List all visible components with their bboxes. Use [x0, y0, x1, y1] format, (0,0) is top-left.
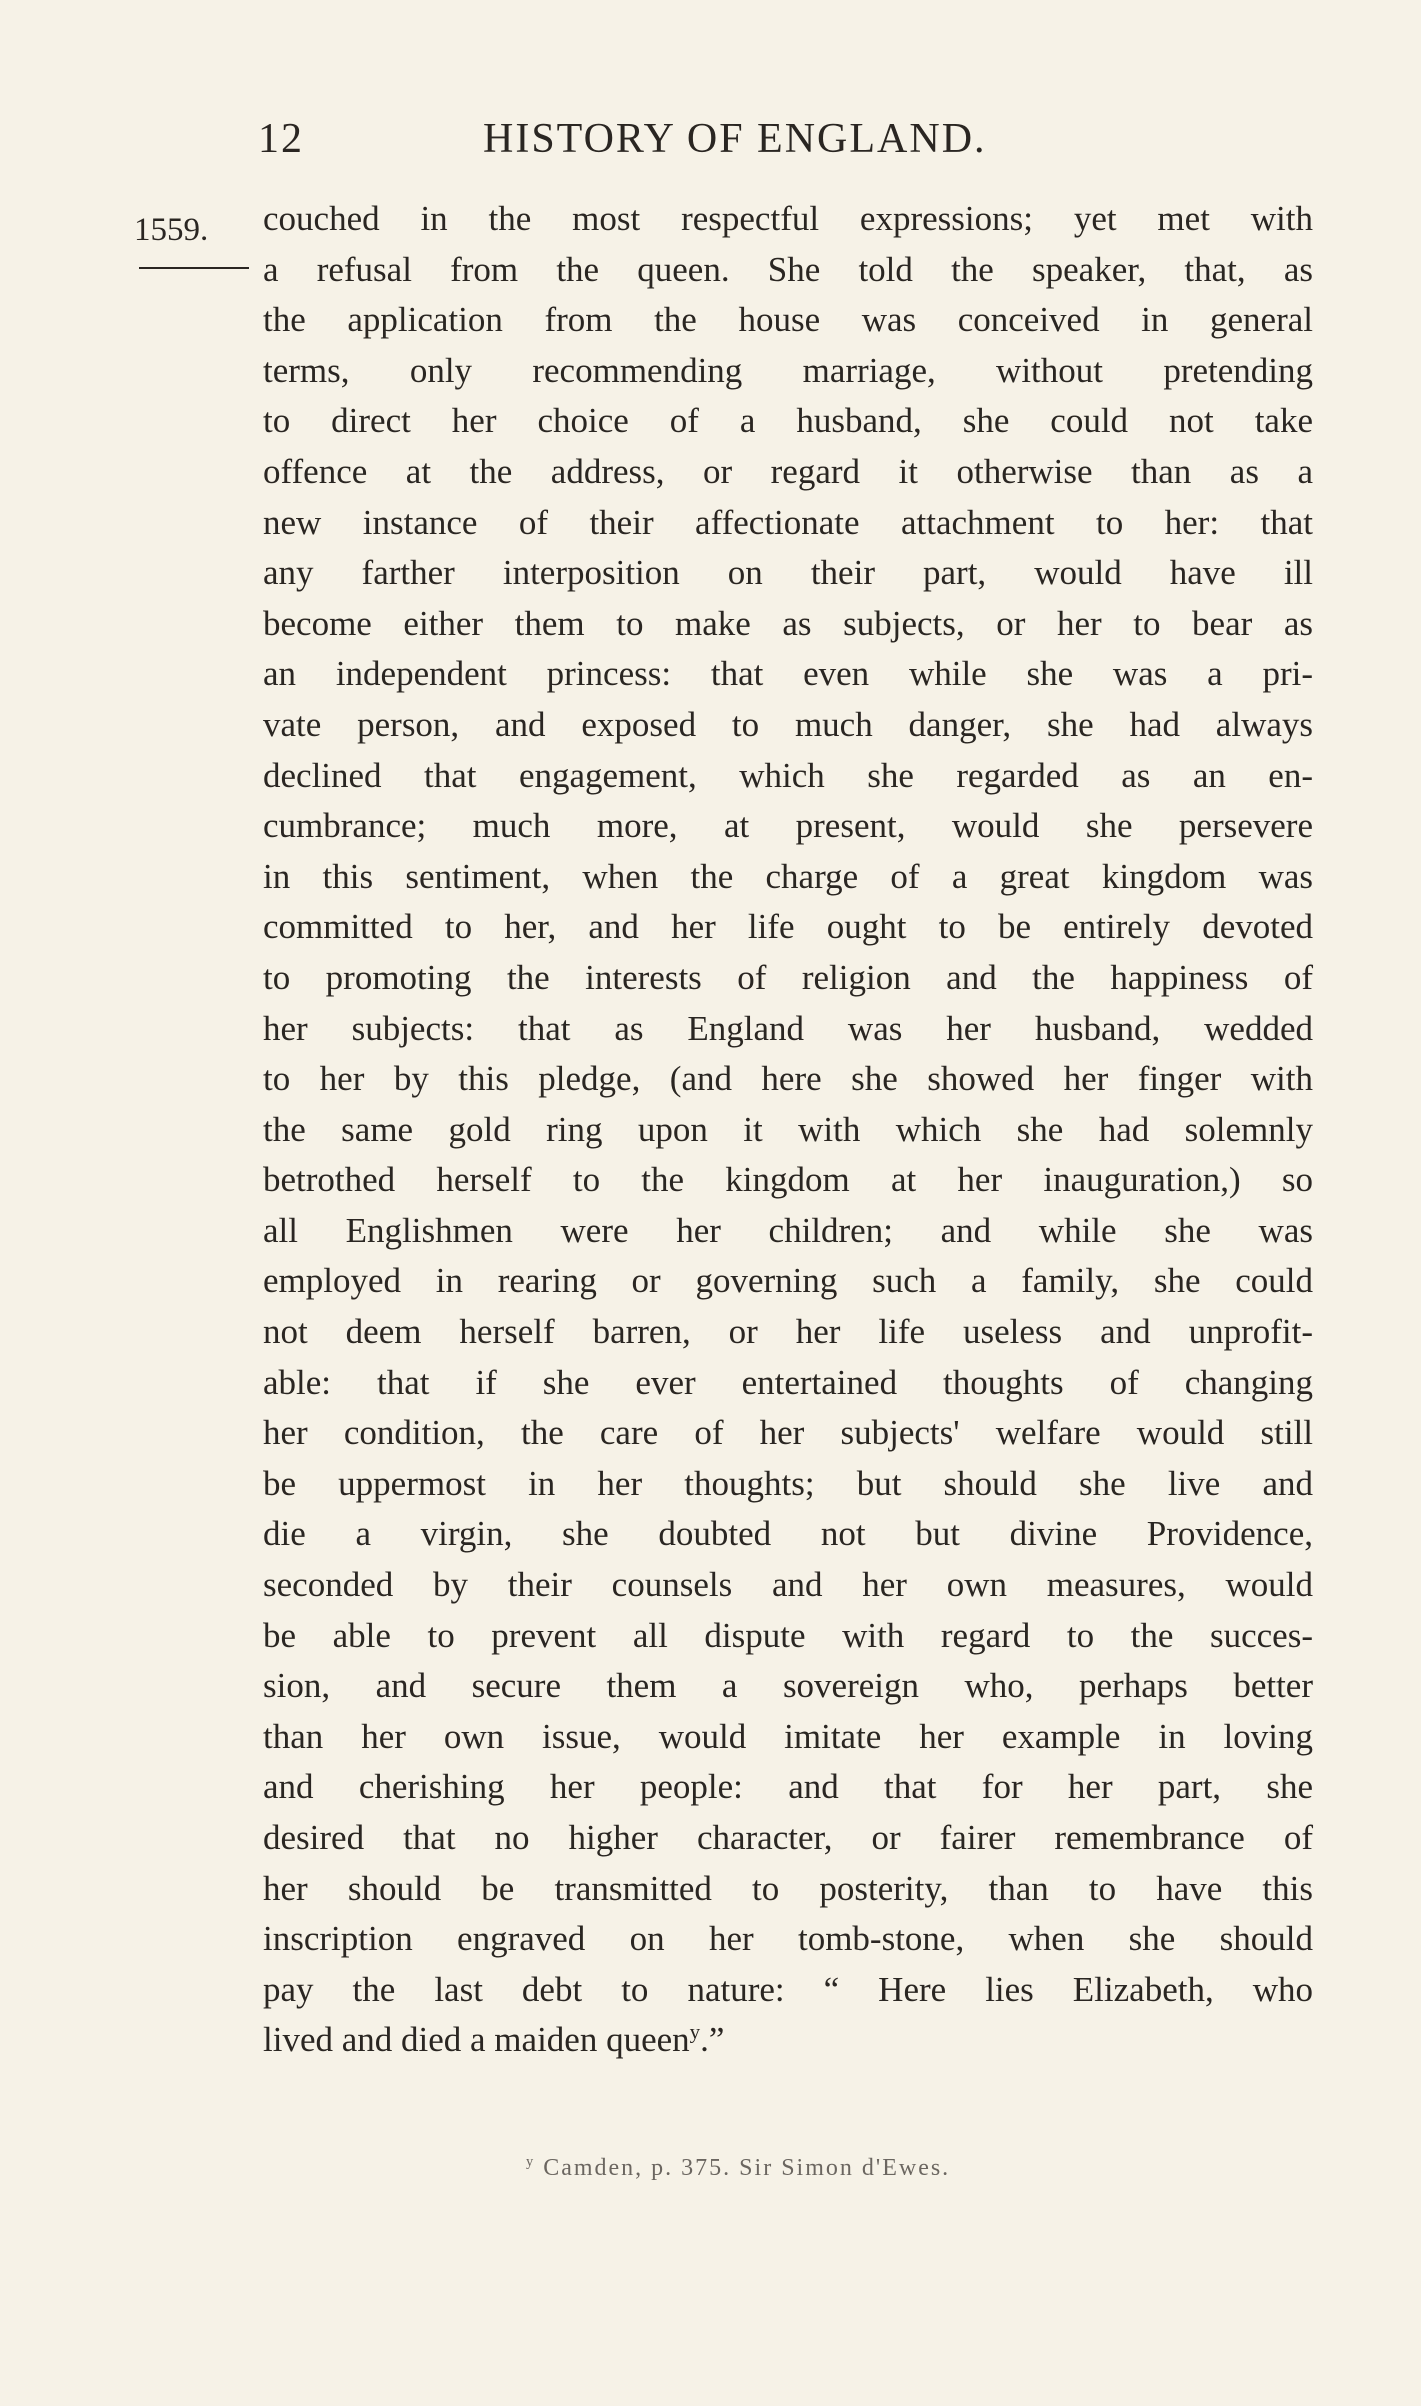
text-line: able: that if she ever entertained thoughts of changing — [263, 1362, 1313, 1402]
text-line: to her by this pledge, (and here she showed her finger with — [263, 1059, 1313, 1099]
text-line: offence at the address, or regard it otherwise than as a — [263, 451, 1313, 491]
text-line: die a virgin, she doubted not but divine Providence, — [263, 1514, 1313, 1554]
text-line: to direct her choice of a husband, she could not take — [263, 401, 1313, 441]
text-line: and cherishing her people: and that for her part, she — [263, 1767, 1313, 1807]
text-line: an independent princess: that even while she was a pri- — [263, 654, 1313, 694]
running-head — [258, 115, 1088, 175]
last-line-closing: .” — [700, 2020, 725, 2060]
text-line: be uppermost in her thoughts; but should she live and — [263, 1463, 1313, 1503]
text-line: than her own issue, would imitate her example in loving — [263, 1716, 1313, 1756]
text-line: sion, and secure them a sovereign who, perhaps better — [263, 1666, 1313, 1706]
text-line: be able to prevent all dispute with regard to the succes- — [263, 1615, 1313, 1655]
margin-rule — [139, 267, 249, 269]
footnote-text: Camden, p. 375. Sir Simon d'Ewes. — [543, 2155, 951, 2181]
last-line-text: lived and died a maiden queen — [263, 2020, 690, 2060]
text-line: pay the last debt to nature: “ Here lies Elizabeth, who — [263, 1969, 1313, 2009]
body-text — [263, 194, 1313, 2066]
text-line: couched in the most respectful expressions; yet met with — [263, 199, 1313, 238]
text-line: her should be transmitted to posterity, than to have this — [263, 1868, 1313, 1908]
footnote-mark: y — [526, 2154, 536, 2170]
text-line: seconded by their counsels and her own measures, would — [263, 1565, 1313, 1605]
text-line: the application from the house was conceived in general — [263, 300, 1313, 340]
text-line: desired that no higher character, or fairer remembrance of — [263, 1818, 1313, 1857]
running-title: HISTORY OF ENGLAND. — [483, 116, 987, 162]
text-line-last — [263, 2015, 1313, 2066]
text-line: a refusal from the queen. She told the speaker, that, as — [263, 249, 1313, 289]
text-line: the same gold ring upon it with which she had solemnly — [263, 1109, 1313, 1149]
text-line: inscription engraved on her tomb-stone, when she should — [263, 1919, 1313, 1959]
text-line: betrothed herself to the kingdom at her inauguration,) so — [263, 1160, 1313, 1200]
text-line: vate person, and exposed to much danger, she had always — [263, 704, 1313, 744]
footnote-reference: y — [689, 2019, 701, 2044]
text-line: become either them to make as subjects, or her to bear as — [263, 603, 1313, 643]
text-line: cumbrance; much more, at present, would she persevere — [263, 806, 1313, 846]
text-line: her condition, the care of her subjects' welfare would still — [263, 1413, 1313, 1453]
text-line: to promoting the interests of religion and the happiness of — [263, 957, 1313, 997]
text-line: any farther interposition on their part, would have ill — [263, 553, 1313, 593]
text-line: employed in rearing or governing such a family, she could — [263, 1261, 1313, 1301]
text-line: all Englishmen were her children; and while she was — [263, 1210, 1313, 1250]
text-line: in this sentiment, when the charge of a great kingdom was — [263, 856, 1313, 896]
text-line: committed to her, and her life ought to be entirely devoted — [263, 907, 1313, 947]
page-number: 12 — [258, 116, 304, 162]
margin-year: 1559. — [134, 212, 209, 248]
footnote — [526, 2155, 950, 2182]
text-line: declined that engagement, which she regarded as an en- — [263, 755, 1313, 795]
text-line: her subjects: that as England was her husband, wedded — [263, 1008, 1313, 1048]
text-line: new instance of their affectionate attachment to her: that — [263, 502, 1313, 542]
text-line: not deem herself barren, or her life useless and unprofit- — [263, 1312, 1313, 1352]
text-line: terms, only recommending marriage, without pretending — [263, 350, 1313, 390]
